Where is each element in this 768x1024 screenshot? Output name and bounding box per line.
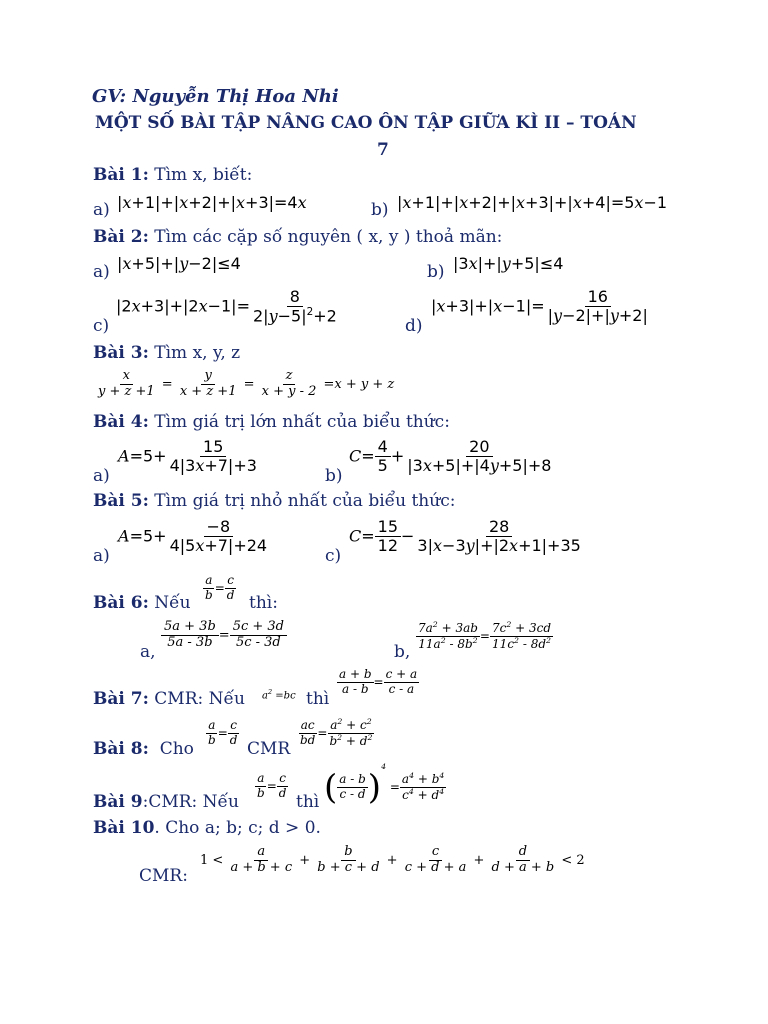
problem-2-part-a-label: a) xyxy=(93,262,110,282)
problem-6-part-b-label: b, xyxy=(394,642,411,662)
problem-10-text: . Cho a; b; c; d > 0. xyxy=(154,818,321,838)
problem-10-cmr-label: CMR: xyxy=(139,866,188,886)
problem-5-expression-c: C= $\frac{15}{12}$ − $\frac{28}{3|x-3y|+|2x+1|+35}$ xyxy=(349,517,581,556)
problem-2-equation-d: |x+3|+|x−1|= $\frac{16}{|y-2|+|y+2|}$ xyxy=(431,287,648,326)
problem-10-label: Bài 10 xyxy=(93,818,155,838)
problem-1-part-b-label: b) xyxy=(371,200,389,220)
problem-3-label: Bài 3: xyxy=(93,343,149,363)
problem-8-label: Bài 8: xyxy=(93,739,149,759)
problem-4-heading xyxy=(93,412,450,432)
problem-2-equation-c: |2x+3|+|2x−1|= $\frac{8}{2|y-5|^2+2}$ xyxy=(116,287,337,326)
problem-8-condition: $\frac{a}{b}$ = $\frac{c}{d}$ xyxy=(208,718,238,747)
problem-5-part-c-label: c) xyxy=(325,546,342,566)
problem-6-label: Bài 6: xyxy=(93,593,149,613)
problem-4-label: Bài 4: xyxy=(93,412,149,432)
problem-3-equation: $\frac{x}{y + z +1}$ = $\frac{y}{x + z +1}$ = $\frac{z}{x + y - 2}$ =x + y + z xyxy=(98,368,395,399)
problem-1-label: Bài 1: xyxy=(93,165,149,185)
problem-7-label: Bài 7: xyxy=(93,689,149,709)
problem-1-text: Tìm x, biết: xyxy=(154,165,253,185)
problem-8-text-before: Cho xyxy=(159,739,194,759)
problem-2-inequality-b: |3x|+|y+5|≤4 xyxy=(453,254,564,273)
problem-9-label: Bài 9 xyxy=(93,792,143,812)
problem-6-heading-start xyxy=(93,593,191,613)
problem-7-equation: $\frac{a + b}{a - b}$ = $\frac{c + a}{c - a}$ xyxy=(339,667,418,696)
problem-3-text: Tìm x, y, z xyxy=(154,343,241,363)
problem-5-text: Tìm giá trị nhỏ nhất của biểu thức: xyxy=(154,491,456,511)
problem-6-condition: $\frac{a}{b}$ = $\frac{c}{d}$ xyxy=(205,573,235,602)
problem-4-expression-a: A=5+ $\frac{15}{4|3x+7|+3}$ xyxy=(118,437,257,476)
problem-8-equation: $\frac{ac}{bd}$ = $\frac{a^2 + c^2}{b^2 + d^2}$ xyxy=(300,717,373,748)
problem-4-text: Tìm giá trị lớn nhất của biểu thức: xyxy=(154,412,450,432)
problem-1-equation-b: |x+1|+|x+2|+|x+3|+|x+4|=5x−1 xyxy=(397,193,668,212)
problem-8-heading-start xyxy=(93,739,194,759)
problem-5-expression-a: A=5+ $\frac{-8}{4|5x+7|+24}$ xyxy=(118,517,268,556)
problem-3-heading xyxy=(93,343,240,363)
problem-9-text-after: thì xyxy=(296,792,320,812)
problem-6-text-after: thì: xyxy=(249,593,278,613)
problem-5-part-a-label: a) xyxy=(93,546,110,566)
problem-4-expression-b: C= $\frac{4}{5}$ + $\frac{20}{|3x+5|+|4y+5|+8}$ xyxy=(349,437,552,476)
problem-2-heading xyxy=(93,227,502,247)
problem-1-equation-a: |x+1|+|x+2|+|x+3|=4x xyxy=(117,193,307,212)
problem-9-condition: $\frac{a}{b}$ = $\frac{c}{d}$ xyxy=(257,771,287,800)
problem-7-text-before: CMR: Nếu xyxy=(154,689,245,709)
problem-5-heading xyxy=(93,491,455,511)
problem-2-inequality-a: |x+5|+|y−2|≤4 xyxy=(117,254,241,273)
problem-9-text-before: :CMR: Nếu xyxy=(142,792,239,812)
problem-6-part-a-label: a, xyxy=(140,642,156,662)
problem-1-part-a-label: a) xyxy=(93,200,110,220)
problem-2-part-b-label: b) xyxy=(427,262,445,282)
problem-2-text: Tìm các cặp số nguyên ( x, y ) thoả mãn: xyxy=(154,227,503,247)
problem-4-part-a-label: a) xyxy=(93,466,110,486)
problem-2-part-c-label: c) xyxy=(93,316,110,336)
problem-6-text-before: Nếu xyxy=(154,593,191,613)
problem-7-text-after: thì xyxy=(306,689,330,709)
problem-6-equation-b: $\frac{7a^2 + 3ab}{11a^2 - 8b^2}$ = $\frac{7c^2 + 3cd}{11c^2 - 8d^2}$ xyxy=(418,620,552,651)
problem-2-part-d-label: d) xyxy=(405,316,423,336)
problem-9-equation: ( $\frac{a - b}{c - d}$ )$^4$ = $\frac{a^4 + b^4}{c^4 + d^4}$ xyxy=(324,762,445,808)
problem-6-equation-a: $\frac{5a + 3b}{5a - 3b}$ = $\frac{5c + 3d}{5c - 3d}$ xyxy=(161,620,287,651)
problem-10-inequality: 1 < $\frac{a}{a + b + c}$ + $\frac{b}{b + c + d}$ + $\frac{c}{c + d + a}$ + $\frac{d}{d + a + b}$ < 2 xyxy=(200,844,585,875)
problem-2-label: Bài 2: xyxy=(93,227,149,247)
problem-10-heading xyxy=(93,818,321,838)
worksheet-title: MỘT SỐ BÀI TẬP NÂNG CAO ÔN TẬP GIỮA KÌ II – TOÁN xyxy=(95,113,637,133)
problem-9-heading-start xyxy=(93,792,239,812)
author-line: GV: Nguyễn Thị Hoa Nhi xyxy=(92,86,339,107)
problem-8-text-after: CMR xyxy=(247,739,291,759)
problem-7-heading-start xyxy=(93,689,245,709)
worksheet-title-continued: 7 xyxy=(377,140,389,160)
problem-5-label: Bài 5: xyxy=(93,491,149,511)
problem-7-condition: $a^2 =bc$ xyxy=(262,688,296,702)
problem-4-part-b-label: b) xyxy=(325,466,343,486)
problem-1-heading xyxy=(93,165,252,185)
